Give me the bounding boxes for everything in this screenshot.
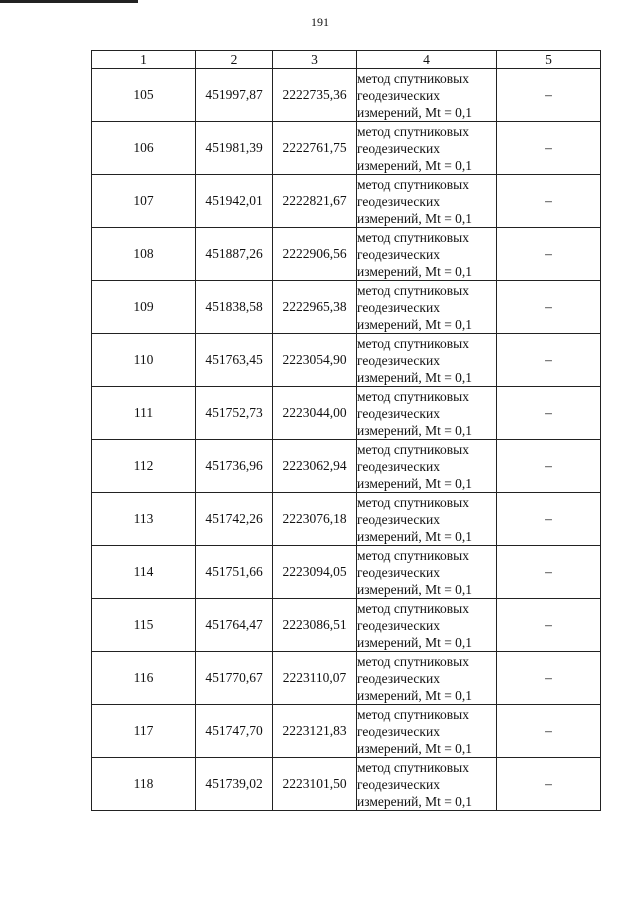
coordinate-x: 451752,73 <box>196 387 273 440</box>
note-value: – <box>497 705 601 758</box>
point-number: 113 <box>92 493 196 546</box>
header-cell-2: 2 <box>196 51 273 69</box>
coordinate-y: 2223110,07 <box>273 652 357 705</box>
method-line: измерений, Mt = 0,1 <box>357 263 473 279</box>
method-line: измерений, Mt = 0,1 <box>357 687 473 703</box>
table-row <box>92 440 601 493</box>
table-row <box>92 546 601 599</box>
method-line: геодезических <box>357 564 440 580</box>
note-value: – <box>497 334 601 387</box>
note-value: – <box>497 440 601 493</box>
method-description <box>357 387 497 440</box>
method-description <box>357 599 497 652</box>
method-line: метод спутниковых <box>357 282 469 298</box>
table-row <box>92 122 601 175</box>
method-line: измерений, Mt = 0,1 <box>357 210 473 226</box>
method-line: метод спутниковых <box>357 759 469 775</box>
coordinate-x: 451981,39 <box>196 122 273 175</box>
table-row <box>92 281 601 334</box>
method-line: геодезических <box>357 193 440 209</box>
table-row <box>92 758 601 811</box>
method-line: измерений, Mt = 0,1 <box>357 422 473 438</box>
note-value: – <box>497 281 601 334</box>
method-description <box>357 705 497 758</box>
coordinate-y: 2223062,94 <box>273 440 357 493</box>
note-value: – <box>497 69 601 122</box>
coordinate-x: 451739,02 <box>196 758 273 811</box>
method-line: метод спутниковых <box>357 335 469 351</box>
note-value: – <box>497 599 601 652</box>
method-description <box>357 334 497 387</box>
coordinate-y: 2222965,38 <box>273 281 357 334</box>
coordinate-x: 451751,66 <box>196 546 273 599</box>
coordinate-x: 451747,70 <box>196 705 273 758</box>
coordinate-y: 2223044,00 <box>273 387 357 440</box>
note-value: – <box>497 652 601 705</box>
table-row <box>92 493 601 546</box>
coordinate-y: 2222735,36 <box>273 69 357 122</box>
note-value: – <box>497 122 601 175</box>
method-line: метод спутниковых <box>357 653 469 669</box>
table-row <box>92 69 601 122</box>
top-rule <box>0 0 138 3</box>
coordinate-x: 451838,58 <box>196 281 273 334</box>
header-row <box>92 51 601 69</box>
note-value: – <box>497 546 601 599</box>
coordinate-x: 451887,26 <box>196 228 273 281</box>
method-line: геодезических <box>357 405 440 421</box>
method-description <box>357 652 497 705</box>
method-line: измерений, Mt = 0,1 <box>357 369 473 385</box>
method-line: измерений, Mt = 0,1 <box>357 316 473 332</box>
coordinate-x: 451764,47 <box>196 599 273 652</box>
method-description <box>357 228 497 281</box>
note-value: – <box>497 175 601 228</box>
method-line: геодезических <box>357 140 440 156</box>
method-line: геодезических <box>357 670 440 686</box>
header-cell-4: 4 <box>357 51 497 69</box>
point-number: 111 <box>92 387 196 440</box>
point-number: 117 <box>92 705 196 758</box>
coordinate-y: 2223094,05 <box>273 546 357 599</box>
header-cell-5: 5 <box>497 51 601 69</box>
method-description <box>357 546 497 599</box>
method-description <box>357 281 497 334</box>
method-line: геодезических <box>357 246 440 262</box>
method-line: метод спутниковых <box>357 441 469 457</box>
method-description <box>357 122 497 175</box>
header-cell-1: 1 <box>92 51 196 69</box>
coordinate-y: 2223086,51 <box>273 599 357 652</box>
point-number: 112 <box>92 440 196 493</box>
method-line: геодезических <box>357 511 440 527</box>
method-line: измерений, Mt = 0,1 <box>357 634 473 650</box>
note-value: – <box>497 387 601 440</box>
coordinates-table <box>91 50 601 811</box>
method-line: измерений, Mt = 0,1 <box>357 740 473 756</box>
table-row <box>92 705 601 758</box>
point-number: 109 <box>92 281 196 334</box>
method-description <box>357 175 497 228</box>
note-value: – <box>497 493 601 546</box>
coordinate-y: 2222906,56 <box>273 228 357 281</box>
coordinate-y: 2222821,67 <box>273 175 357 228</box>
coordinate-x: 451942,01 <box>196 175 273 228</box>
point-number: 115 <box>92 599 196 652</box>
method-description <box>357 440 497 493</box>
page-number: 191 <box>311 15 329 29</box>
method-line: измерений, Mt = 0,1 <box>357 528 473 544</box>
method-line: метод спутниковых <box>357 229 469 245</box>
table-row <box>92 228 601 281</box>
header-cell-3: 3 <box>273 51 357 69</box>
coordinate-x: 451736,96 <box>196 440 273 493</box>
coordinate-x: 451997,87 <box>196 69 273 122</box>
note-value: – <box>497 758 601 811</box>
method-line: метод спутниковых <box>357 388 469 404</box>
method-line: геодезических <box>357 776 440 792</box>
method-line: измерений, Mt = 0,1 <box>357 793 473 809</box>
method-line: геодезических <box>357 617 440 633</box>
method-line: метод спутниковых <box>357 547 469 563</box>
table-row <box>92 652 601 705</box>
method-line: измерений, Mt = 0,1 <box>357 157 473 173</box>
table-row <box>92 175 601 228</box>
point-number: 114 <box>92 546 196 599</box>
point-number: 106 <box>92 122 196 175</box>
point-number: 118 <box>92 758 196 811</box>
point-number: 108 <box>92 228 196 281</box>
coordinate-y: 2222761,75 <box>273 122 357 175</box>
method-line: метод спутниковых <box>357 706 469 722</box>
coordinate-x: 451742,26 <box>196 493 273 546</box>
method-description <box>357 758 497 811</box>
table-row <box>92 387 601 440</box>
table-row <box>92 334 601 387</box>
method-line: геодезических <box>357 299 440 315</box>
coordinate-y: 2223076,18 <box>273 493 357 546</box>
point-number: 105 <box>92 69 196 122</box>
coordinate-x: 451763,45 <box>196 334 273 387</box>
method-line: измерений, Mt = 0,1 <box>357 104 473 120</box>
method-line: геодезических <box>357 87 440 103</box>
method-line: метод спутниковых <box>357 123 469 139</box>
coordinate-y: 2223054,90 <box>273 334 357 387</box>
method-line: измерений, Mt = 0,1 <box>357 475 473 491</box>
method-line: измерений, Mt = 0,1 <box>357 581 473 597</box>
method-line: геодезических <box>357 352 440 368</box>
method-line: геодезических <box>357 458 440 474</box>
method-line: метод спутниковых <box>357 600 469 616</box>
table-row <box>92 599 601 652</box>
point-number: 107 <box>92 175 196 228</box>
point-number: 116 <box>92 652 196 705</box>
method-description <box>357 69 497 122</box>
method-description <box>357 493 497 546</box>
coordinate-x: 451770,67 <box>196 652 273 705</box>
note-value: – <box>497 228 601 281</box>
coordinate-y: 2223101,50 <box>273 758 357 811</box>
coordinate-y: 2223121,83 <box>273 705 357 758</box>
method-line: метод спутниковых <box>357 494 469 510</box>
method-line: геодезических <box>357 723 440 739</box>
point-number: 110 <box>92 334 196 387</box>
method-line: метод спутниковых <box>357 70 469 86</box>
method-line: метод спутниковых <box>357 176 469 192</box>
